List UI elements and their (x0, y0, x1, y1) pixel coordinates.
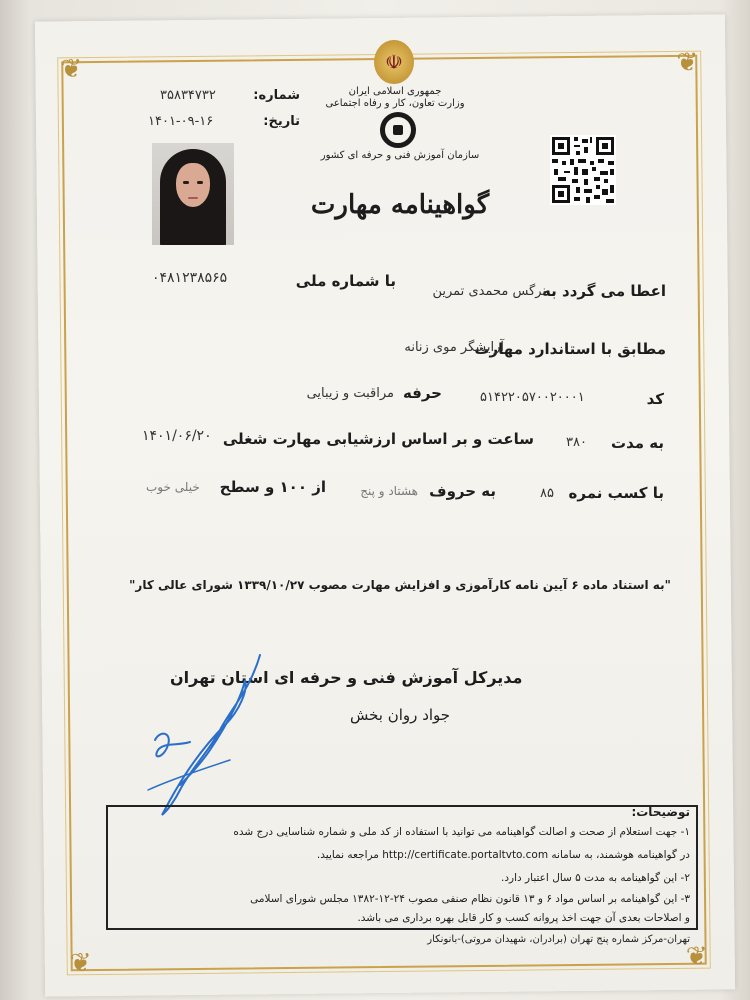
words-value: هشتاد و پنج (360, 484, 418, 498)
note-line-3: ۲- این گواهینامه به مدت ۵ سال اعتبار دارد. (501, 872, 690, 884)
corner-ornament-icon: ❦ (60, 54, 83, 85)
note-line-4: ۳- این گواهینامه بر اساس مواد ۶ و ۱۳ قانون نظام صنفی مصوب ۲۴-۱۲-۱۳۸۲ مجلس شورای اسلامی (250, 893, 690, 905)
score-value: ۸۵ (540, 486, 554, 501)
note-line-5: و اصلاحات بعدی آن جهت اخذ پروانه کسب و کار قابل بهره برداری می باشد. (357, 912, 690, 924)
signature-mark (130, 650, 280, 820)
level-value: خیلی خوب (146, 480, 200, 494)
standard-label: مطابق با استاندارد مهارت (474, 340, 666, 358)
corner-ornament-icon: ❦ (69, 948, 92, 979)
corner-ornament-icon: ❦ (685, 941, 708, 972)
granted-value: نرگس محمدی تمرین (432, 284, 546, 299)
tvto-logo-icon (380, 112, 416, 148)
evaluation-date-value: ۱۴۰۱/۰۶/۲۰ (142, 428, 212, 444)
corner-ornament-icon: ❦ (676, 47, 699, 78)
organization-name: سازمان آموزش فنی و حرفه ای کشور (320, 150, 480, 161)
legal-basis: "به استناد ماده ۶ آیین نامه کارآموزی و افزایش مهارت مصوب ۱۳۳۹/۱۰/۲۷ شورای عالی کار" (129, 578, 671, 592)
notes-heading: توضیحات: (631, 805, 690, 819)
hours-label: ساعت و بر اساس ارزشیابی مهارت شغلی (222, 430, 534, 448)
words-label: به حروف (429, 482, 496, 500)
portrait-photo (152, 143, 234, 245)
number-value: ۳۵۸۳۴۷۳۲ (160, 88, 216, 103)
profession-value: مراقبت و زیبایی (306, 386, 394, 401)
profession-label: حرفه (402, 384, 442, 402)
qr-code-icon (550, 135, 616, 205)
score-label: با کسب نمره (568, 484, 664, 502)
national-id-value: ۰۴۸۱۲۳۸۵۶۵ (152, 270, 228, 286)
granted-label: اعطا می گردد به (542, 282, 666, 300)
footer-address: تهران-مرکز شماره پنج تهران (برادران، شهیدان مروتی)-بانونکار (427, 934, 690, 945)
certificate-title: گواهینامه مهارت (310, 190, 490, 220)
code-value: ۵۱۴۲۲۰۵۷۰۰۲۰۰۰۱ (480, 390, 585, 405)
national-id-label: با شماره ملی (295, 272, 396, 290)
note-line-2: در گواهینامه هوشمند، به سامانه http://certificate.portaltvto.com مراجعه نمایید. (316, 849, 690, 861)
duration-value: ۳۸۰ (566, 435, 587, 450)
iran-emblem-icon: ☫ (374, 40, 414, 84)
level-label: از ۱۰۰ و سطح (219, 478, 326, 496)
signatory-name: جواد روان بخش (350, 706, 451, 724)
standard-value: آرایشگر موی زنانه (404, 340, 504, 355)
ministry-name: وزارت تعاون، کار و رفاه اجتماعی (325, 98, 465, 109)
duration-label: به مدت (611, 434, 664, 452)
date-value: ۱۴۰۱-۰۹-۱۶ (148, 114, 214, 129)
date-label: تاریخ: (263, 114, 300, 129)
code-label: کد (646, 390, 664, 408)
signatory-title: مدیرکل آموزش فنی و حرفه ای استان تهران (170, 668, 523, 687)
number-label: شماره: (253, 88, 300, 103)
note-line-1: ۱- جهت استعلام از صحت و اصالت گواهینامه می توانید با استفاده از کد ملی و شماره شناسایی درج شده (233, 826, 690, 838)
republic-name: جمهوری اسلامی ایران (348, 86, 442, 97)
